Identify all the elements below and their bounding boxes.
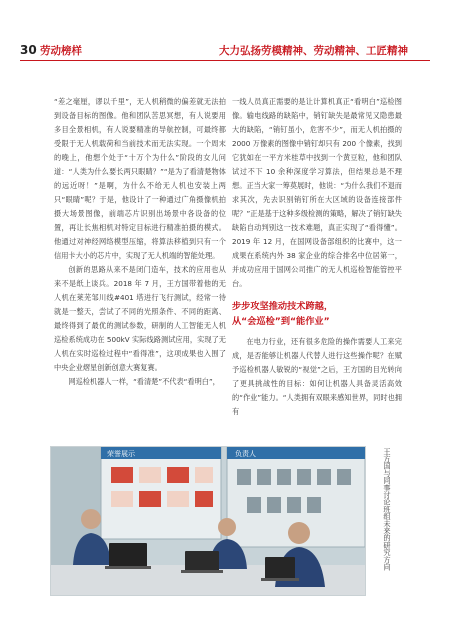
paragraph: “差之毫厘，谬以千里”，无人机稍微的偏差就无法拍到设备目标的图像。他和团队苦思冥想，有人说要用多目全景相机，有人说要精准的导航控制，可最终都受限于无人机载荷和当前技术而无法实现。一个周末的晚上，他想个处于“十万个为什么”阶段的女儿问道：“人类为什么要长两只眼睛？”“是为了看清楚物体的远近呀！”是啊，为什么不给无人机也安装上两只“眼睛”呢？于是，他设计了一种通过广角摄像机拍摄大场景图像，前端芯片识别出场景中各设备的位置，再让长焦相机对特定目标进行精准拍摄的模式。他通过对神经网络模型压缩，将算法移植到只有一个信用卡大小的芯片中，实现了无人机端的智能处理。	[54, 97, 226, 260]
board-left-title: 荣誉展示	[107, 450, 135, 458]
page-header	[0, 0, 450, 64]
header-rule	[20, 60, 430, 61]
theme-title: 大力弘扬劳模精神、劳动精神、工匠精神	[219, 45, 408, 57]
subheading-line: 从“会巡检”到“能作业”	[232, 316, 330, 327]
article-column-right	[232, 95, 402, 419]
subheading-line: 步步攻坚推动技术跨越，	[232, 301, 334, 312]
paragraph: 一线人员真正需要的是让计算机真正“看明白”巡检图像。输电线路的缺陷中，销钉缺失是最常见又隐患最大的缺陷，“销钉虽小，危害不少”，而无人机拍摄的 2000 万像素的图像中销钉却只有 200 个像素，找到它犹如在一平方米桂草中找到一个黄豆粒，他和团队试过不下 10 余种深度学习算法，但结果总是不理想。正当大家一筹莫展时，他说：“为什么我们不退而求其次，先去识别销钉所在大区域的设备连接部件呢？”正是基于这种多级检测的策略，解决了销钉缺失缺陷自动判别这一技术难题，真正实现了“看得懂”。2019 年 12 月，在国网设备部组织的比赛中，这一成果在系统内外 38 家企业的综合排名中位居第一，并成功应用于国网公司推广的无人机巡检智能管控平台。	[232, 97, 402, 288]
photo-caption: 王方国与同事讨论班组未来的研究方向	[383, 448, 392, 571]
paragraph: 在电力行业，还有很多危险的操作需要人工来完成，是否能够让机器人代替人进行这些操作呢？在赋予巡检机器人敏锐的“视觉”之后，王方国的目光转向了更具挑战性的目标：如何让机器人具备灵活高效的“作业”能力。“人类拥有双眼来感知世界，同时也拥有	[232, 337, 402, 416]
paragraph: 创新的思路从来不是闭门造车，技术的应用也从来不是纸上谈兵。2018 年 7 月，王方国带着他的无人机在莱芜邹川线#401 塔进行飞行测试，经常一待就是一整天，尝试了不同的光照条件、不同的距离、最终得到了最优的测试参数，研制的人工智能无人机巡检系统成功在 500kV 实际线路测试应用，实现了无人机在实时巡检过程中“看得准”，这项成果也入围了中央企业熠星创新创意大赛复赛。	[54, 265, 226, 372]
team-photo	[50, 446, 366, 596]
board-right-title: 负责人	[235, 450, 256, 458]
subheading	[232, 299, 402, 329]
photo-illustration	[51, 447, 365, 595]
paragraph: 网巡检机器人一样，“看清楚”不代表“看明白”，	[68, 377, 220, 386]
page-number: 30	[20, 43, 37, 57]
article-column-left	[54, 95, 226, 389]
section-title: 劳动榜样	[40, 45, 82, 57]
